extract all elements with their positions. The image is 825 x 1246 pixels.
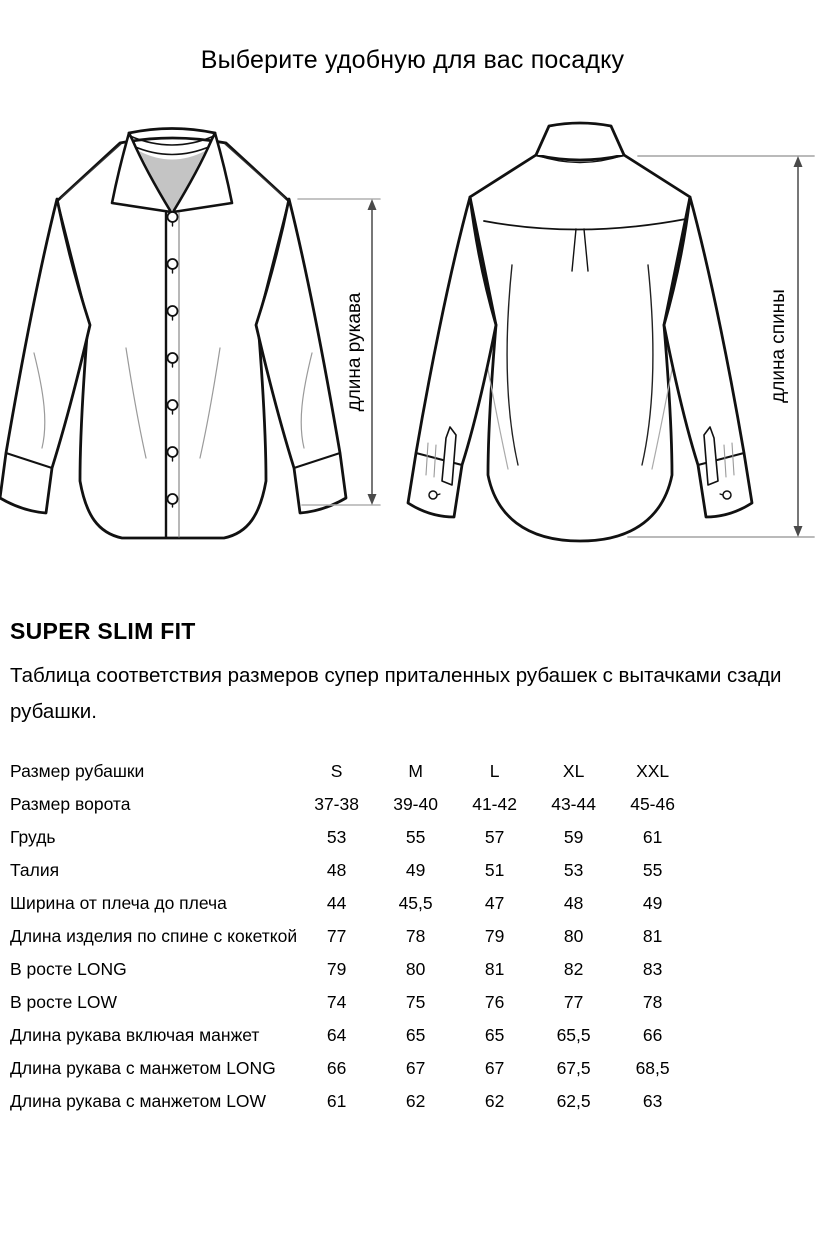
row-label: Длина изделия по спине с кокеткой [10,926,298,946]
size-value: 79 [326,959,347,979]
size-value: 68,5 [635,1058,670,1078]
size-value: 67,5 [556,1058,591,1078]
size-value: 83 [642,959,663,979]
size-value: 79 [484,926,505,946]
size-value: 59 [563,827,584,847]
size-value: S [330,761,343,781]
collar-top-edge [129,129,215,134]
table-row-waist [10,854,692,887]
size-value: 77 [563,992,584,1012]
table-row-shoulder [10,887,692,920]
table-row-height-low [10,986,692,1019]
row-label: Грудь [10,827,56,847]
back-collar [536,123,624,155]
row-label: Размер ворота [10,794,131,814]
size-value: 49 [405,860,426,880]
size-value: 43-44 [551,794,596,814]
size-value: 62,5 [556,1091,591,1111]
size-value: 62 [405,1091,426,1111]
size-value: 49 [642,893,663,913]
section-description: Таблица соответствия размеров супер приталенных рубашек с вытачками сзади рубашки. [10,664,782,723]
table-row-sizes [10,755,692,788]
size-value: XXL [636,761,670,781]
size-value: 65 [484,1025,505,1045]
back-left-cuff-button [429,491,437,499]
row-label: В росте LOW [10,992,118,1012]
size-value: 62 [484,1091,505,1111]
table-row-sleeve-long [10,1052,692,1085]
size-value: 47 [484,893,505,913]
section-heading: SUPER SLIM FIT [10,618,196,644]
sleeve-length-label: длина рукава [344,292,365,412]
size-value: 75 [405,992,426,1012]
size-value: 66 [326,1058,347,1078]
size-value: 77 [326,926,347,946]
size-value: 44 [326,893,347,913]
size-value: L [489,761,500,781]
row-label: Длина рукава включая манжет [10,1025,260,1045]
size-value: 78 [405,926,426,946]
row-label: В росте LONG [10,959,127,979]
table-row-sleeve-cuff [10,1019,692,1052]
size-table [10,755,692,1118]
size-value: 57 [484,827,505,847]
size-value: 48 [563,893,584,913]
size-value: 65,5 [556,1025,591,1045]
page-title: Выберите удобную для вас посадку [200,46,625,74]
row-label: Размер рубашки [10,761,145,781]
table-row-collar [10,788,692,821]
row-label: Ширина от плеча до плеча [10,893,227,913]
size-value: 53 [326,827,347,847]
shirt-front-figure [0,113,400,568]
size-value: 80 [563,926,584,946]
size-value: 67 [405,1058,426,1078]
row-label: Длина рукава с манжетом LONG [10,1058,276,1078]
shirt-back-figure [400,113,820,568]
row-label: Длина рукава с манжетом LOW [10,1091,267,1111]
size-value: 45-46 [630,794,675,814]
size-value: 66 [642,1025,663,1045]
size-value: 48 [326,860,347,880]
size-value: 80 [405,959,426,979]
size-value: 39-40 [393,794,438,814]
size-value: 53 [563,860,584,880]
size-value: 82 [563,959,584,979]
size-value: 45,5 [398,893,433,913]
table-row-height-long [10,953,692,986]
size-value: 61 [326,1091,347,1111]
size-value: M [408,761,423,781]
size-value: 37-38 [314,794,359,814]
shirt-back-body [470,155,690,541]
back-right-cuff-button [723,491,731,499]
size-value: 78 [642,992,663,1012]
size-value: 55 [642,860,663,880]
size-value: 61 [642,827,663,847]
shirt-figures [0,113,825,568]
size-value: 41-42 [472,794,517,814]
size-value: 51 [484,860,505,880]
size-value: 63 [642,1091,663,1111]
size-value: 76 [484,992,505,1012]
table-row-sleeve-low [10,1085,692,1118]
size-value: 67 [484,1058,505,1078]
size-value: 74 [326,992,347,1012]
size-value: 65 [405,1025,426,1045]
row-label: Талия [10,860,60,880]
size-value: 64 [326,1025,347,1045]
size-value: 55 [405,827,426,847]
table-row-chest [10,821,692,854]
size-value: 81 [642,926,663,946]
size-value: XL [562,761,585,781]
size-value: 81 [484,959,505,979]
back-length-label: длина спины [768,289,789,403]
table-row-back-length [10,920,692,953]
